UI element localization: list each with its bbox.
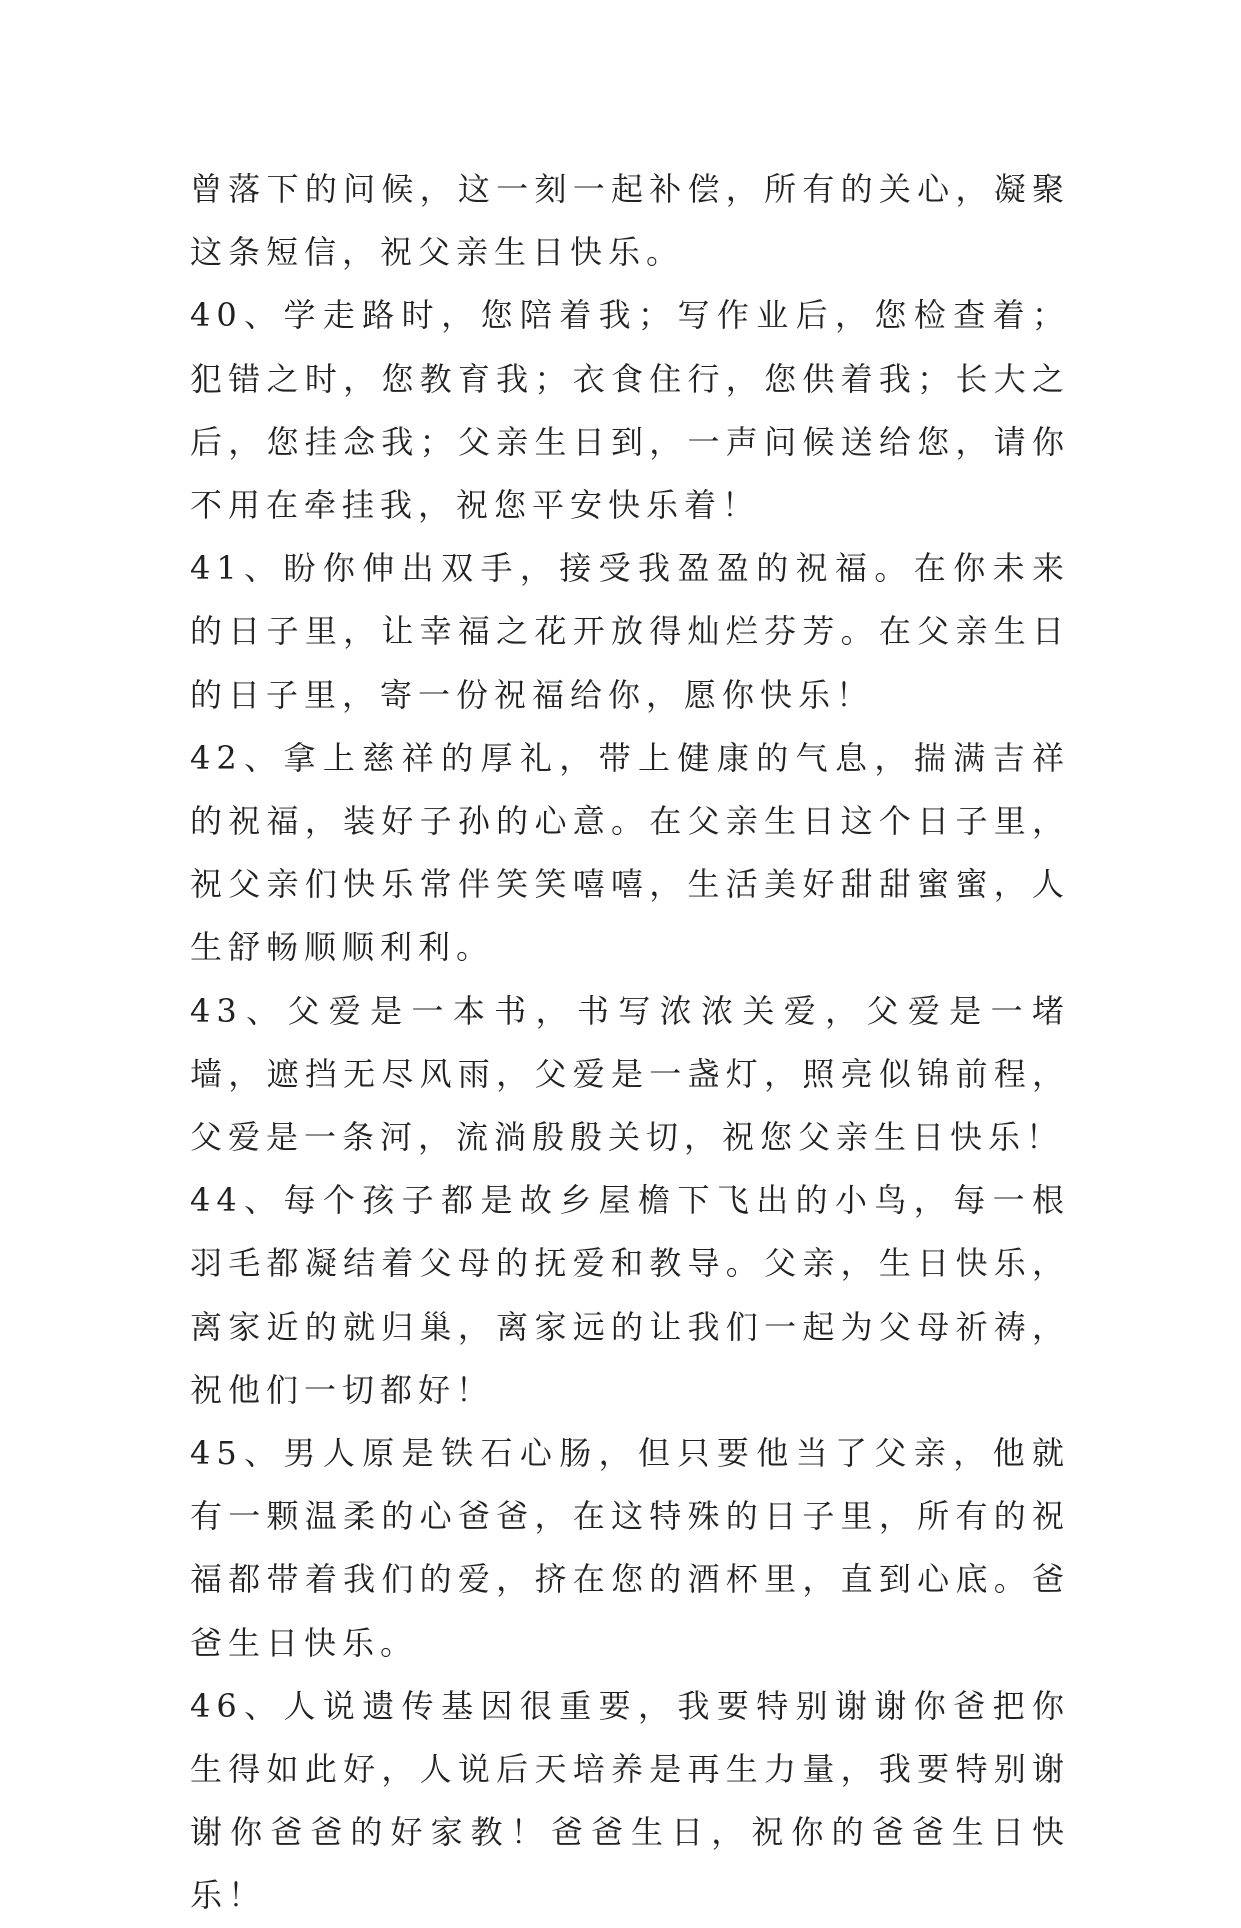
paragraph-41: 41、盼你伸出双手，接受我盈盈的祝福。在你未来的日子里，让幸福之花开放得灿烂芬芳。在父亲生日的日子里，寄一份祝福给你，愿你快乐！	[190, 549, 1070, 714]
paragraph-44: 44、每个孩子都是故乡屋檐下飞出的小鸟，每一根羽毛都凝结着父母的抚爱和教导。父亲，生日快乐，离家近的就归巢，离家远的让我们一起为父母祈祷，祝他们一切都好！	[190, 1181, 1070, 1409]
paragraph-continuation: 曾落下的问候，这一刻一起补偿，所有的关心，凝聚这条短信，祝父亲生日快乐。	[190, 170, 1070, 272]
document-body	[190, 158, 1070, 1928]
paragraph-45: 45、男人原是铁石心肠，但只要他当了父亲，他就有一颗温柔的心爸爸，在这特殊的日子里，所有的祝福都带着我们的爱，挤在您的酒杯里，直到心底。爸爸生日快乐。	[190, 1434, 1070, 1662]
paragraph-43: 43、父爱是一本书，书写浓浓关爱，父爱是一堵墙，遮挡无尽风雨，父爱是一盏灯，照亮似锦前程，父爱是一条河，流淌殷殷关切，祝您父亲生日快乐！	[190, 991, 1070, 1157]
paragraph-40: 40、学走路时，您陪着我；写作业后，您检查着；犯错之时，您教育我；衣食住行，您供着我；长大之后，您挂念我；父亲生日到，一声问候送给您，请你不用在牵挂我，祝您平安快乐着！	[190, 296, 1070, 525]
paragraph-46: 46、人说遗传基因很重要，我要特别谢谢你爸把你生得如此好，人说后天培养是再生力量，我要特别谢谢你爸爸的好家教！爸爸生日，祝你的爸爸生日快乐！	[190, 1686, 1070, 1915]
paragraph-42: 42、拿上慈祥的厚礼，带上健康的气息，揣满吉祥的祝福，装好子孙的心意。在父亲生日这个日子里，祝父亲们快乐常伴笑笑嘻嘻，生活美好甜甜蜜蜜，人生舒畅顺顺利利。	[190, 738, 1070, 967]
